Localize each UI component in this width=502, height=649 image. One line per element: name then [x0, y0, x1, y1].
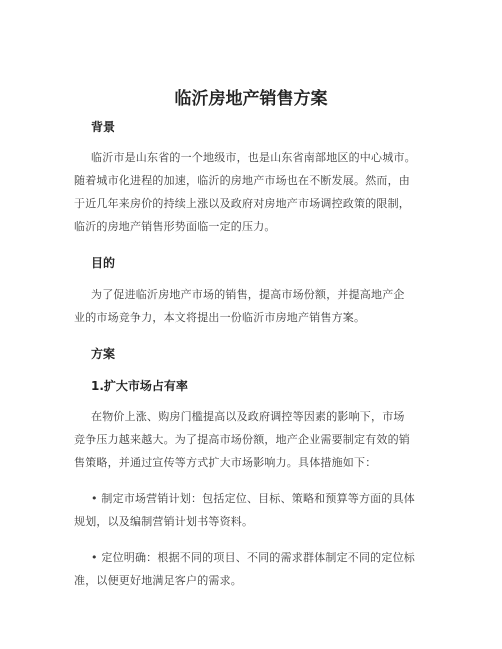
bullet-item-line: 准，以便更好地满足客户的需求。: [74, 574, 242, 587]
plan-paragraph-line: 在物价上涨、购房门槛提高以及政府调控等因素的影响下，市场: [91, 410, 405, 423]
section-heading-purpose: 目的: [91, 256, 116, 270]
document-title: 临沂房地产销售方案: [174, 89, 328, 109]
purpose-paragraph-line: 业的市场竞争力，本文将提出一份临沂市房地产销售方案。: [74, 311, 366, 324]
background-paragraph-line: 于近几年来房价的持续上涨以及政府对房地产市场调控政策的限制，: [74, 197, 410, 210]
bullet-item-line: 规划，以及编制营销计划书等资料。: [74, 515, 254, 528]
bullet-item-line: • 定位明确：根据不同的项目、不同的需求群体制定不同的定位标: [91, 551, 415, 564]
plan-paragraph-line: 售策略，并通过宣传等方式扩大市场影响力。具体措施如下：: [74, 456, 377, 469]
bullet-item-line: • 制定市场营销计划：包括定位、目标、策略和预算等方面的具体: [91, 492, 415, 505]
purpose-paragraph-line: 为了促进临沂房地产市场的销售，提高市场份额，并提高地产企: [91, 288, 405, 301]
section-heading-background: 背景: [91, 120, 116, 134]
background-paragraph-line: 临沂市是山东省的一个地级市，也是山东省南部地区的中心城市。: [91, 151, 416, 164]
section-heading-plan: 方案: [91, 347, 116, 361]
background-paragraph-line: 随着城市化进程的加速，临沂的房地产市场也在不断发展。然而，由: [74, 174, 410, 187]
plan-paragraph-line: 竞争压力越来越大。为了提高市场份额，地产企业需要制定有效的销: [74, 433, 410, 446]
background-paragraph-line: 临沂的房地产销售形势面临一定的压力。: [74, 220, 276, 233]
subsection-heading-expand-market-share: 1.扩大市场占有率: [91, 379, 188, 393]
